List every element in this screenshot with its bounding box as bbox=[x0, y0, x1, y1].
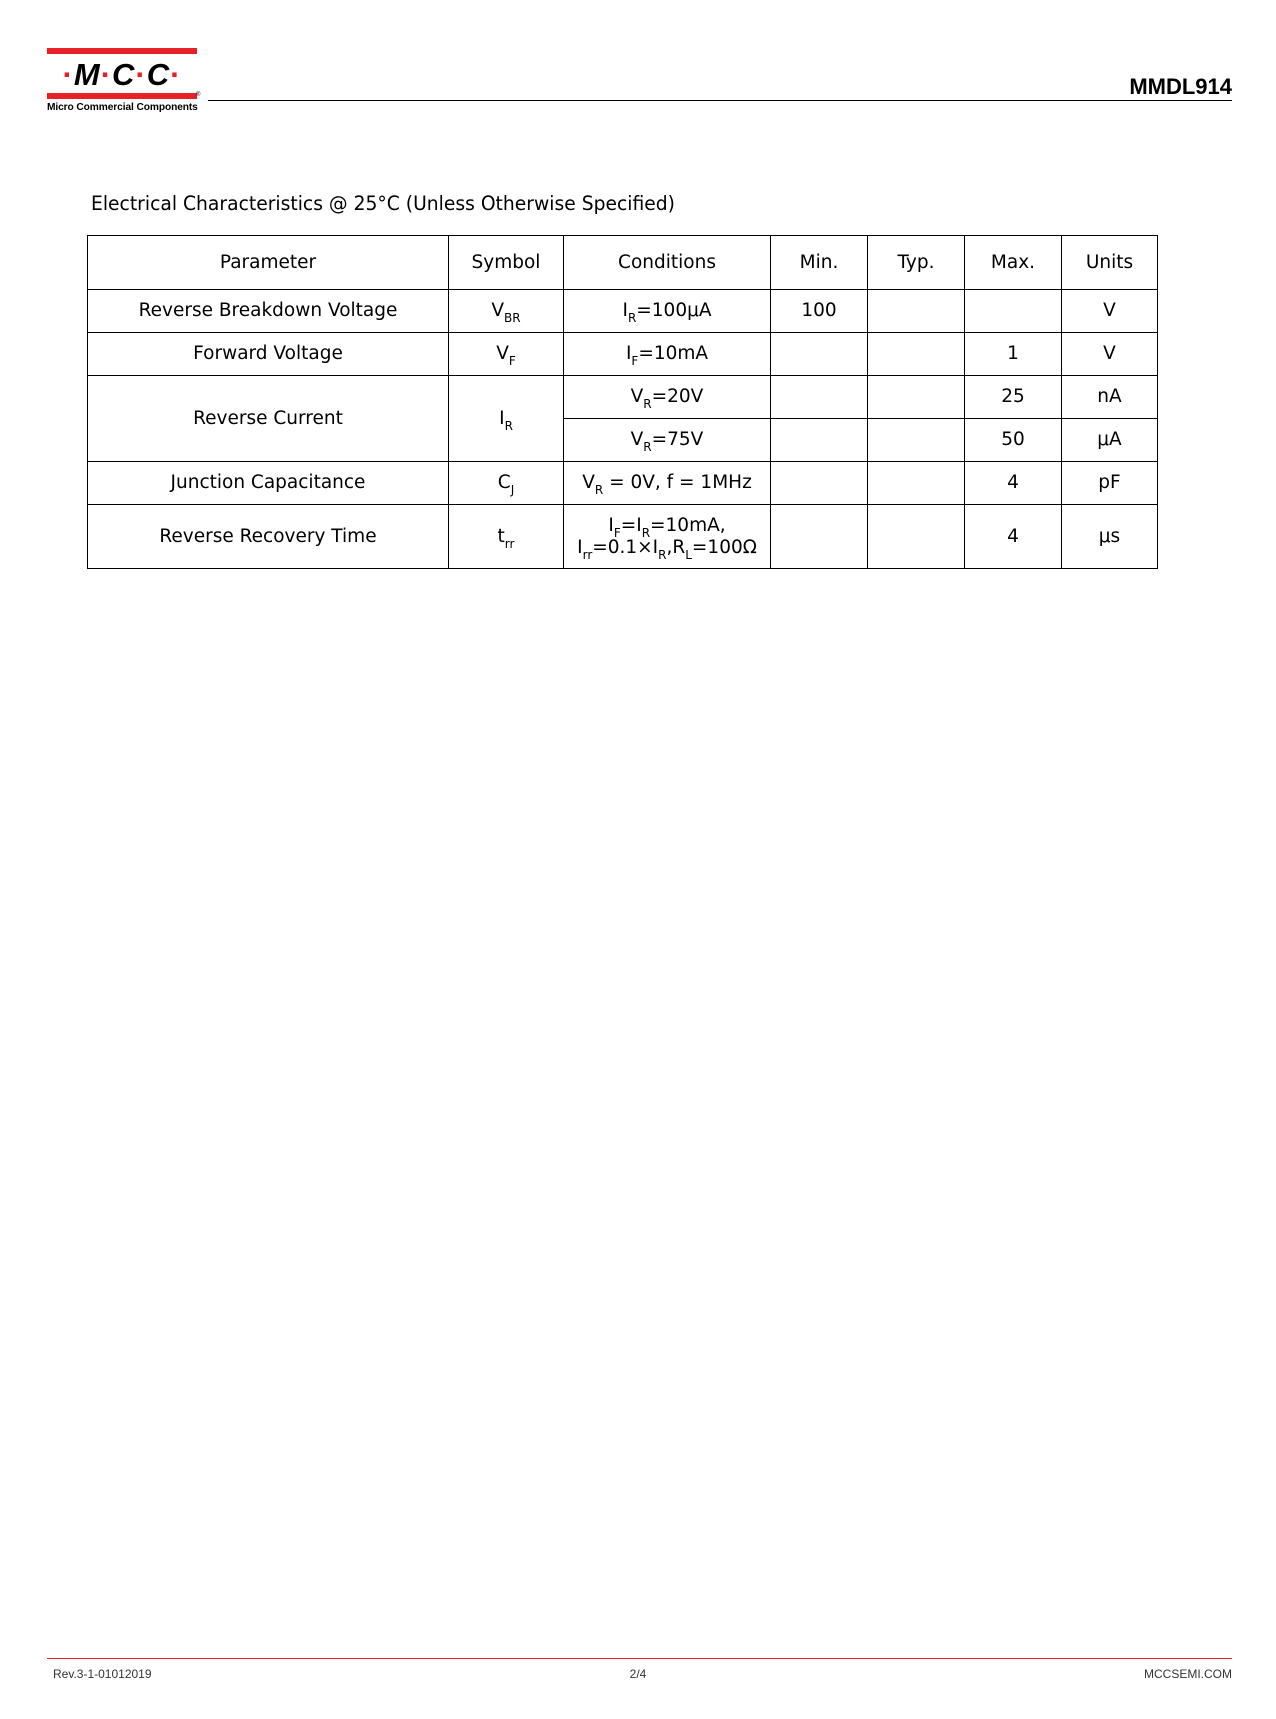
symbol-base: I bbox=[499, 407, 505, 429]
symbol-base: V bbox=[496, 343, 509, 364]
table-row bbox=[88, 333, 1158, 376]
condition-text: I bbox=[608, 514, 614, 536]
condition-cell bbox=[564, 333, 771, 376]
col-header-max: Max. bbox=[965, 236, 1062, 290]
electrical-characteristics-table bbox=[87, 235, 1158, 569]
parameter-cell: Reverse Breakdown Voltage bbox=[88, 290, 449, 333]
table-row bbox=[88, 505, 1158, 569]
min-cell bbox=[771, 505, 868, 569]
logo-dot: · bbox=[135, 57, 147, 92]
symbol-base: C bbox=[497, 472, 511, 493]
condition-line bbox=[564, 536, 770, 562]
logo-letter-m: M bbox=[73, 57, 101, 92]
condition-text: I bbox=[625, 343, 632, 364]
condition-text: = 0V, f = 1MHz bbox=[603, 472, 752, 493]
unit-cell: pF bbox=[1062, 462, 1158, 505]
typ-cell bbox=[868, 505, 965, 569]
logo-dot: · bbox=[62, 57, 74, 92]
table-header-row bbox=[88, 236, 1158, 290]
condition-text: V bbox=[630, 386, 644, 407]
symbol-cell bbox=[449, 376, 564, 462]
logo-letter-c1: C bbox=[112, 57, 136, 92]
condition-cell bbox=[564, 462, 771, 505]
condition-text: =I bbox=[620, 514, 642, 536]
unit-cell: V bbox=[1062, 333, 1158, 376]
condition-text: V bbox=[582, 472, 595, 493]
max-cell: 50 bbox=[965, 419, 1062, 462]
parameter-cell: Junction Capacitance bbox=[88, 462, 449, 505]
condition-line bbox=[564, 514, 770, 540]
symbol-cell bbox=[449, 505, 564, 569]
logo-letter-c2: C bbox=[146, 57, 171, 92]
typ-cell bbox=[868, 290, 965, 333]
logo-bottom-bar bbox=[47, 93, 197, 99]
condition-cell bbox=[564, 376, 771, 419]
logo-tagline: Micro Commercial Components bbox=[47, 101, 198, 113]
logo-mark bbox=[47, 58, 197, 92]
col-header-parameter: Parameter bbox=[88, 236, 449, 290]
col-header-symbol: Symbol bbox=[449, 236, 564, 290]
table-row bbox=[88, 462, 1158, 505]
typ-cell bbox=[868, 333, 965, 376]
min-cell bbox=[771, 333, 868, 376]
company-logo bbox=[47, 46, 201, 116]
symbol-cell bbox=[449, 333, 564, 376]
section-title: Electrical Characteristics @ 25°C (Unless Otherwise Specified) bbox=[91, 192, 675, 215]
condition-subscript: R bbox=[641, 525, 651, 540]
logo-dot: · bbox=[100, 57, 113, 92]
condition-subscript: R bbox=[643, 397, 652, 411]
condition-subscript: rr bbox=[582, 547, 593, 562]
parameter-cell: Forward Voltage bbox=[88, 333, 449, 376]
condition-text: =10mA bbox=[638, 343, 709, 364]
unit-cell: V bbox=[1062, 290, 1158, 333]
revision-label: Rev.3-1-01012019 bbox=[53, 1667, 152, 1681]
symbol-subscript: J bbox=[510, 483, 515, 497]
condition-subscript: L bbox=[685, 547, 692, 562]
max-cell bbox=[965, 290, 1062, 333]
col-header-units: Units bbox=[1062, 236, 1158, 290]
max-cell: 4 bbox=[965, 462, 1062, 505]
symbol-subscript: rr bbox=[504, 536, 515, 551]
table-row bbox=[88, 290, 1158, 333]
col-header-typ: Typ. bbox=[868, 236, 965, 290]
max-cell: 1 bbox=[965, 333, 1062, 376]
condition-cell bbox=[564, 505, 771, 569]
logo-top-bar bbox=[47, 48, 197, 54]
symbol-subscript: R bbox=[504, 418, 513, 433]
condition-text: I bbox=[622, 300, 628, 321]
symbol-cell bbox=[449, 462, 564, 505]
condition-text: =0.1×I bbox=[592, 536, 659, 558]
symbol-cell bbox=[449, 290, 564, 333]
part-number: MMDL914 bbox=[1129, 74, 1232, 99]
condition-text: I bbox=[577, 536, 583, 558]
condition-subscript: R bbox=[594, 483, 604, 497]
unit-cell: nA bbox=[1062, 376, 1158, 419]
condition-text: =20V bbox=[651, 386, 704, 407]
parameter-cell: Reverse Current bbox=[88, 376, 449, 462]
min-cell bbox=[771, 376, 868, 419]
header-divider bbox=[208, 100, 1232, 101]
parameter-cell: Reverse Recovery Time bbox=[88, 505, 449, 569]
symbol-base: V bbox=[491, 300, 505, 321]
typ-cell bbox=[868, 376, 965, 419]
condition-cell bbox=[564, 290, 771, 333]
min-cell bbox=[771, 462, 868, 505]
condition-text: =100Ω bbox=[691, 536, 757, 558]
col-header-min: Min. bbox=[771, 236, 868, 290]
condition-text: =75V bbox=[651, 429, 704, 450]
condition-text: =100μA bbox=[636, 300, 712, 321]
col-header-conditions: Conditions bbox=[564, 236, 771, 290]
page-number: 2/4 bbox=[629, 1667, 647, 1681]
footer-divider bbox=[47, 1658, 1232, 1659]
typ-cell bbox=[868, 462, 965, 505]
max-cell: 4 bbox=[965, 505, 1062, 569]
unit-cell: μA bbox=[1062, 419, 1158, 462]
website-link[interactable]: MCCSEMI.COM bbox=[1144, 1667, 1232, 1681]
symbol-subscript: BR bbox=[504, 311, 521, 325]
condition-subscript: R bbox=[643, 440, 652, 454]
table-row bbox=[88, 376, 1158, 419]
condition-text: V bbox=[630, 429, 644, 450]
condition-text: =10mA, bbox=[650, 514, 726, 536]
condition-subscript: R bbox=[658, 547, 667, 562]
min-cell: 100 bbox=[771, 290, 868, 333]
logo-dot: · bbox=[170, 57, 182, 92]
condition-cell bbox=[564, 419, 771, 462]
condition-subscript: F bbox=[613, 525, 621, 540]
unit-cell: μs bbox=[1062, 505, 1158, 569]
max-cell: 25 bbox=[965, 376, 1062, 419]
registered-mark: ® bbox=[196, 92, 201, 98]
min-cell bbox=[771, 419, 868, 462]
condition-subscript: R bbox=[627, 311, 637, 325]
symbol-base: t bbox=[497, 525, 505, 547]
symbol-subscript: F bbox=[508, 354, 516, 368]
condition-text: ,R bbox=[666, 536, 686, 558]
typ-cell bbox=[868, 419, 965, 462]
condition-subscript: F bbox=[631, 354, 639, 368]
